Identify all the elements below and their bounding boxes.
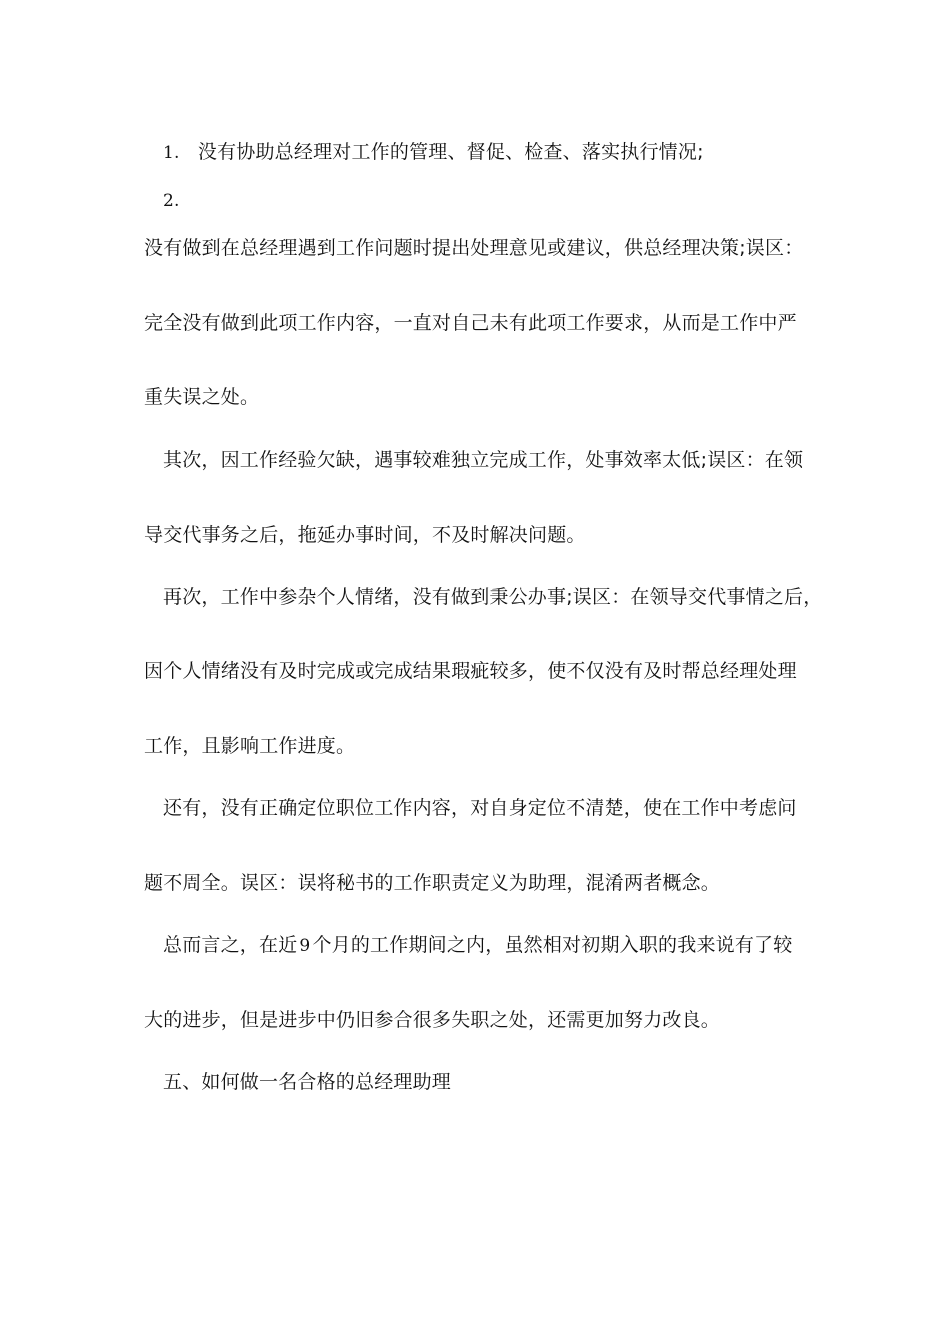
list-item-1-text: 没有协助总经理对工作的管理、督促、检查、落实执行情况;	[197, 141, 704, 163]
list-number-2: 2.	[163, 191, 180, 211]
paragraph-line: 重失误之处。	[144, 386, 260, 408]
paragraph-line: 完全没有做到此项工作内容，一直对自己未有此项工作要求，从而是工作中严	[144, 312, 797, 334]
paragraph-line: 大的进步，但是进步中仍旧参合很多失职之处，还需更加努力改良。	[144, 1009, 721, 1031]
paragraph-line: 还有，没有正确定位职位工作内容，对自身定位不清楚，使在工作中考虑问	[163, 797, 797, 819]
summary-text-end: 个月的工作期间之内，虽然相对初期入职的我来说有了较	[312, 934, 793, 956]
paragraph-line: 其次，因工作经验欠缺，遇事较难独立完成工作，处事效率太低;误区：在领	[163, 449, 804, 471]
summary-month-count: 9	[299, 936, 311, 956]
paragraph-line: 工作，且影响工作进度。	[144, 735, 356, 757]
list-item-2-number-line	[163, 188, 180, 213]
paragraph-line: 题不周全。误区：误将秘书的工作职责定义为助理，混淆两者概念。	[144, 872, 721, 894]
paragraph-line: 因个人情绪没有及时完成或完成结果瑕疵较多，使不仅没有及时帮总经理处理	[144, 660, 797, 682]
paragraph-line: 再次，工作中参杂个人情绪，没有做到秉公办事;误区：在领导交代事情之后，	[163, 586, 823, 608]
list-item-1	[163, 140, 704, 165]
summary-text-start: 总而言之，在近	[163, 934, 298, 956]
paragraph-line	[163, 933, 792, 958]
section-heading: 五、如何做一名合格的总经理助理	[163, 1071, 452, 1093]
paragraph-line: 导交代事务之后，拖延办事时间，不及时解决问题。	[144, 524, 586, 546]
list-number-1: 1.	[163, 143, 180, 163]
paragraph-line: 没有做到在总经理遇到工作问题时提出处理意见或建议，供总经理决策;误区：	[144, 237, 804, 259]
